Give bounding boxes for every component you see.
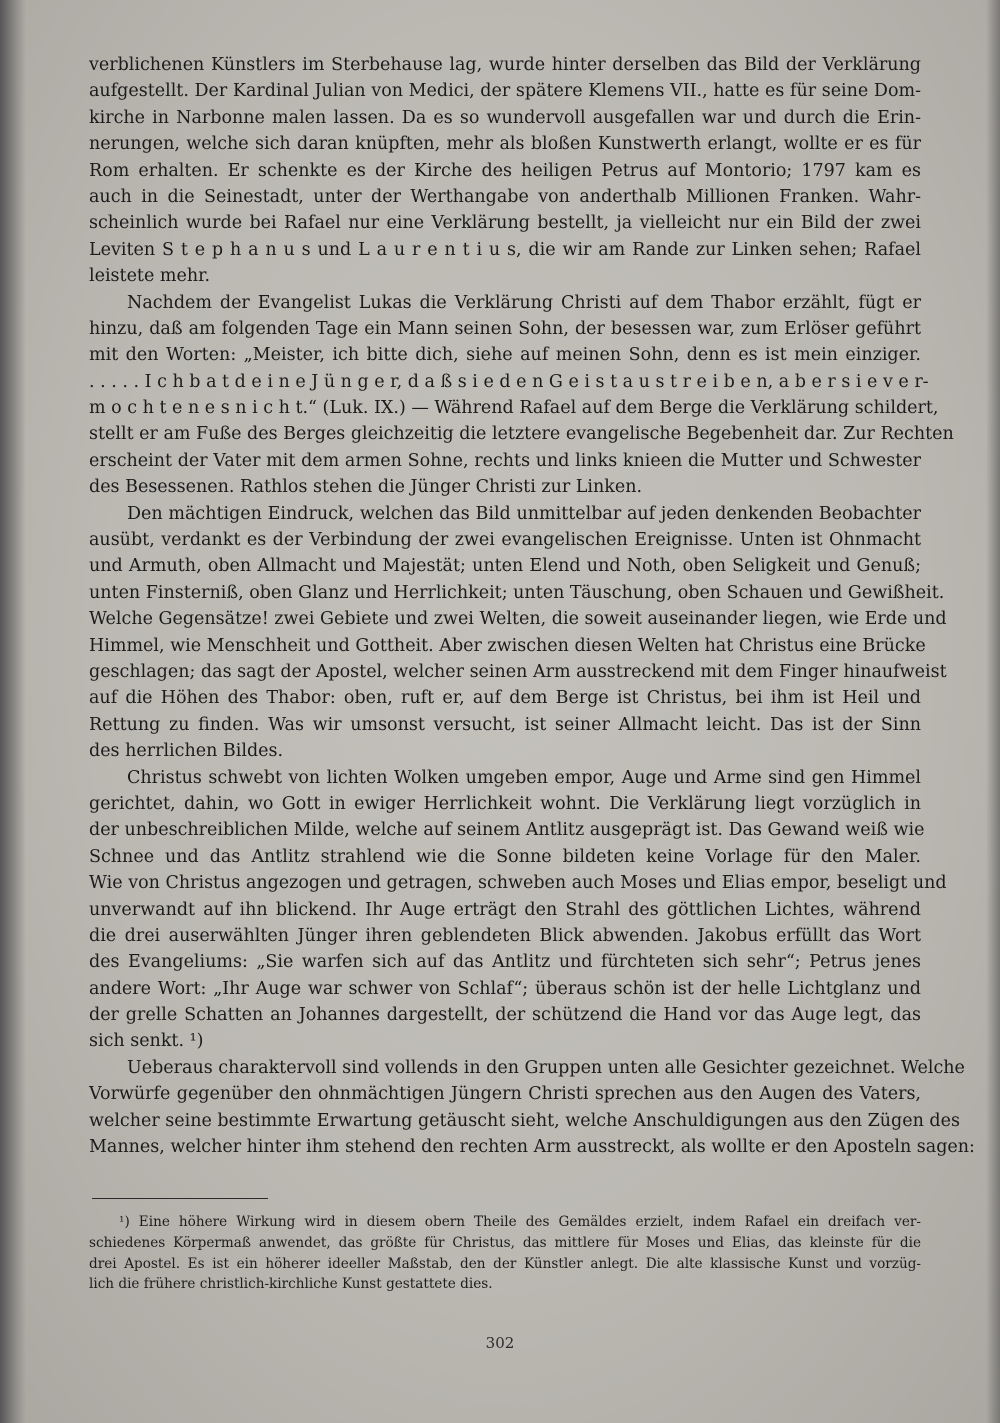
text-line: Rettung zu finden. Was wir umsonst versucht, ist seiner Allmacht leicht. Das ist der Sinn (89, 714, 921, 735)
text-line: Nachdem der Evangelist Lukas die Verklärung Christi auf dem Thabor erzählt, fügt er (127, 292, 921, 313)
text-line: die drei auserwählten Jünger ihren geblendeten Blick abwenden. Jakobus erfüllt das Wort (89, 925, 921, 946)
footnote-line: schiedenes Körpermaß anwendet, das größte für Christus, das mittlere für Moses und Elias, das kleinste für die (89, 1234, 921, 1251)
text-line: scheinlich wurde bei Rafael nur eine Verklärung bestellt, ja vielleicht nur ein Bild der zwei (89, 213, 921, 234)
text-line: unverwandt auf ihn blickend. Ihr Auge erträgt den Strahl des göttlichen Lichtes, während (89, 899, 921, 920)
text-line: Leviten S t e p h a n u s und L a u r e n t i u s, die wir am Rande zur Linken sehen; Rafael (89, 239, 921, 260)
footnote-line: lich die frühere christlich-kirchliche Kunst gestattete dies. (89, 1276, 493, 1293)
text-line: m o c h t e n e s n i c h t.“ (Luk. IX.) — Während Rafael auf dem Berge die Verklärung schildert, (89, 398, 939, 419)
text-line: aufgestellt. Der Kardinal Julian von Medici, der spätere Klemens VII., hatte es für seine Dom- (89, 81, 921, 102)
text-line: leistete mehr. (89, 266, 211, 287)
text-line: Rom erhalten. Er schenkte es der Kirche des heiligen Petrus auf Montorio; 1797 kam es (89, 160, 921, 181)
text-line: des herrlichen Bildes. (89, 741, 284, 762)
text-line: unten Finsterniß, oben Glanz und Herrlichkeit; unten Täuschung, oben Schauen und Gewißheit. (89, 582, 945, 603)
footnote-line: ¹) Eine höhere Wirkung wird in diesem obern Theile des Gemäldes erzielt, indem Rafael ein dreifach ver- (119, 1214, 921, 1230)
text-line: Den mächtigen Eindruck, welchen das Bild unmittelbar auf jeden denkenden Beobachter (127, 503, 921, 524)
text-line: verblichenen Künstlers im Sterbehause lag, wurde hinter derselben das Bild der Verklärung (89, 55, 921, 75)
footnotes (89, 1212, 921, 1295)
text-line: Schnee und das Antlitz strahlend wie die Sonne bildeten keine Vorlage für den Maler. (89, 846, 921, 867)
text-line: auch in die Seinestadt, unter der Werthangabe von anderthalb Millionen Franken. Wahr- (89, 186, 921, 207)
footnote-separator (92, 1198, 268, 1199)
text-line: hinzu, daß am folgenden Tage ein Mann seinen Sohn, der besessen war, zum Erlöser geführt (89, 318, 921, 339)
text-line: stellt er am Fuße des Berges gleichzeitig die letztere evangelische Begebenheit dar. Zur Rechten (89, 424, 954, 445)
text-line: kirche in Narbonne malen lassen. Da es so wundervoll ausgefallen war und durch die Erin- (89, 107, 921, 128)
text-line: Vorwürfe gegenüber den ohnmächtigen Jüngern Christi sprechen aus den Augen des Vaters, (89, 1084, 921, 1105)
body-text (89, 52, 975, 1160)
text-line: der grelle Schatten an Johannes dargestellt, der schützend die Hand vor das Auge legt, das (89, 1005, 921, 1026)
text-line: Mannes, welcher hinter ihm stehend den rechten Arm ausstreckt, als wollte er den Aposteln sagen: (89, 1137, 975, 1158)
text-line: erscheint der Vater mit dem armen Sohne, rechts und links knieen die Mutter und Schwester (89, 450, 921, 471)
text-line: welcher seine bestimmte Erwartung getäuscht sieht, welche Anschuldigungen aus den Zügen des (89, 1110, 960, 1131)
text-line: nerungen, welche sich daran knüpften, mehr als bloßen Kunstwerth erlangt, wollte er es für (89, 134, 921, 155)
text-line: des Evangeliums: „Sie warfen sich auf das Antlitz und fürchteten sich sehr“; Petrus jenes (89, 952, 921, 973)
text-line: Himmel, wie Menschheit und Gottheit. Aber zwischen diesen Welten hat Christus eine Brücke (89, 635, 926, 656)
text-line: Welche Gegensätze! zwei Gebiete und zwei Welten, die soweit auseinander liegen, wie Erde und (89, 609, 947, 630)
text-line: ausübt, verdankt es der Verbindung der zwei evangelischen Ereignisse. Unten ist Ohnmacht (89, 530, 921, 551)
text-line: gerichtet, dahin, wo Gott in ewiger Herrlichkeit wohnt. Die Verklärung liegt vorzüglich in (89, 793, 921, 814)
text-line: mit den Worten: „Meister, ich bitte dich, siehe auf meinen Sohn, denn es ist mein einziger. (89, 345, 921, 366)
text-line: des Besessenen. Rathlos stehen die Jünger Christi zur Linken. (89, 477, 643, 498)
page-number: 302 (485, 1334, 515, 1352)
text-line: auf die Höhen des Thabor: oben, ruft er, auf dem Berge ist Christus, bei ihm ist Heil und (89, 688, 921, 709)
text-line: Christus schwebt von lichten Wolken umgeben empor, Auge und Arme sind gen Himmel (127, 767, 921, 788)
text-line: sich senkt. ¹) (89, 1031, 204, 1052)
text-line: der unbeschreiblichen Milde, welche auf seinem Antlitz ausgeprägt ist. Das Gewand weiß wie (89, 820, 925, 841)
text-line: . . . . . I c h b a t d e i n e J ü n g e r, d a ß s i e d e n G e i s t a u s t r e i b e n, a b e r s i e v e r- (89, 371, 929, 392)
text-line: geschlagen; das sagt der Apostel, welcher seinen Arm ausstreckend mit dem Finger hinaufweist (89, 661, 947, 682)
text-line: Ueberaus charaktervoll sind vollends in den Gruppen unten alle Gesichter gezeichnet. Welche (127, 1057, 965, 1078)
footnote-line: drei Apostel. Es ist ein höherer ideeller Maßstab, den der Künstler anlegt. Die alte klassische Kunst und vorzüg- (89, 1255, 921, 1272)
text-line: andere Wort: „Ihr Auge war schwer von Schlaf“; überaus schön ist der helle Lichtglanz und (89, 978, 921, 999)
text-line: und Armuth, oben Allmacht und Majestät; unten Elend und Noth, oben Seligkeit und Genuß; (89, 556, 921, 577)
text-line: Wie von Christus angezogen und getragen, schweben auch Moses und Elias empor, beseligt und (89, 873, 947, 894)
